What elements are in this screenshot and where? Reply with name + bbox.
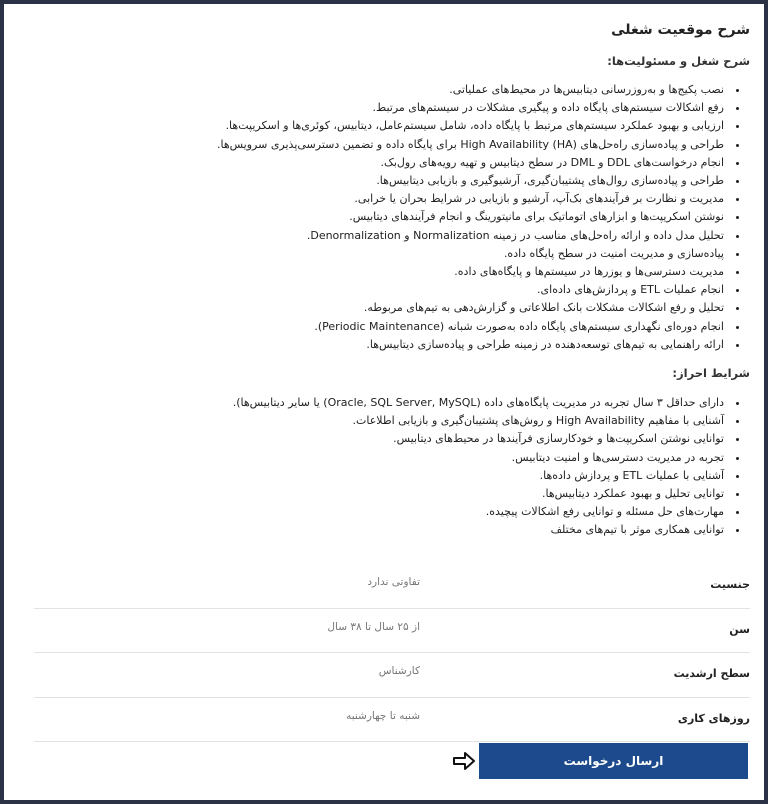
list-item: • انجام درخواست‌های DDL و DML در سطح دیتابیس و تهیه رویه‌های رول‌بک. <box>217 154 726 172</box>
job-description-card <box>4 4 764 800</box>
list-item: • توانایی همکاری موثر با تیم‌های مختلف <box>233 521 726 539</box>
detail-row-seniority <box>34 653 750 698</box>
detail-row-workdays <box>34 698 750 743</box>
list-item: • توانایی تحلیل و بهبود عملکرد دیتابیس‌ها. <box>233 485 726 503</box>
detail-label: جنسیت <box>710 578 750 591</box>
requirements-heading: شرایط احراز: <box>672 366 750 380</box>
list-item: • انجام عملیات ETL و پردازش‌های داده‌ای. <box>217 281 726 299</box>
list-item: • مدیریت و نظارت بر فرآیندهای بک‌آپ، آرشیو و بازیابی در شرایط بحران یا خرابی. <box>217 190 726 208</box>
list-item: • آشنایی با مفاهیم High Availability و روش‌های پشتیبان‌گیری و بازیابی اطلاعات. <box>233 412 726 430</box>
list-item: • تجربه در مدیریت دسترسی‌ها و امنیت دیتابیس. <box>233 449 726 467</box>
detail-value: شنبه تا چهارشنبه <box>346 709 420 722</box>
detail-value: کارشناس <box>378 665 420 677</box>
list-item: • دارای حداقل ۳ سال تجربه در مدیریت پایگاه‌های داده (Oracle, SQL Server, MySQL) یا سایر دیتابیس‌ها). <box>233 394 726 412</box>
list-item: • مدیریت دسترسی‌ها و یوزرها در سیستم‌ها و پایگاه‌های داده. <box>217 263 726 281</box>
detail-row-age <box>34 609 750 654</box>
detail-label: سن <box>729 622 750 636</box>
detail-value: از ۲۵ سال تا ۳۸ سال <box>327 620 420 633</box>
list-item: • رفع اشکالات سیستم‌های پایگاه داده و پیگیری مشکلات در سیستم‌های مرتبط. <box>217 99 726 117</box>
apply-area <box>452 743 748 779</box>
list-item: • آشنایی با عملیات ETL و پردازش داده‌ها. <box>233 467 726 485</box>
list-item: • ارزیابی و بهبود عملکرد سیستم‌های مرتبط با پایگاه داده، شامل سیستم‌عامل، دیتابیس، کوئری‌ها و اسکریپت‌ها. <box>217 117 726 135</box>
list-item: • مهارت‌های حل مسئله و توانایی رفع اشکالات پیچیده. <box>233 503 726 521</box>
page-title: شرح موقعیت شغلی <box>611 22 750 38</box>
detail-row-gender <box>34 564 750 609</box>
requirements-list <box>233 394 740 540</box>
list-item: • تحلیل مدل داده و ارائه راه‌حل‌های مناسب در زمینه Normalization و Denormalization. <box>217 227 726 245</box>
detail-label: سطح ارشدیت <box>673 667 750 680</box>
duties-heading: شرح شغل و مسئولیت‌ها: <box>607 54 750 68</box>
arrow-right-icon <box>452 751 476 771</box>
list-item: • توانایی نوشتن اسکریپت‌ها و خودکارسازی فرآیندها در محیط‌های دیتابیس. <box>233 430 726 448</box>
submit-application-button[interactable]: ارسال درخواست <box>479 743 748 779</box>
list-item: • طراحی و پیاده‌سازی راه‌حل‌های High Availability (HA) برای پایگاه داده و تضمین دسترسی‌پذیری سرویس‌ها. <box>217 136 726 154</box>
job-details <box>34 564 750 742</box>
list-item: • ارائه راهنمایی به تیم‌های توسعه‌دهنده در زمینه طراحی و پیاده‌سازی دیتابیس‌ها. <box>217 336 726 354</box>
duties-list <box>217 81 740 354</box>
list-item: • پیاده‌سازی و مدیریت امنیت در سطح پایگاه داده. <box>217 245 726 263</box>
list-item: • تحلیل و رفع اشکالات مشکلات بانک اطلاعاتی و گزارش‌دهی به تیم‌های مربوطه. <box>217 299 726 317</box>
detail-label: روزهای کاری <box>677 711 750 725</box>
list-item: • انجام دوره‌ای نگهداری سیستم‌های پایگاه داده به‌صورت شبانه (Periodic Maintenance). <box>217 318 726 336</box>
detail-value: تفاوتی ندارد <box>367 576 420 588</box>
list-item: • طراحی و پیاده‌سازی روال‌های پشتیبان‌گیری، آرشیوگیری و بازیابی دیتابیس‌ها. <box>217 172 726 190</box>
list-item: • نصب پکیج‌ها و به‌روزرسانی دیتابیس‌ها در محیط‌های عملیاتی. <box>217 81 726 99</box>
list-item: • نوشتن اسکریپت‌ها و ابزارهای اتوماتیک برای مانیتورینگ و انجام فرآیندهای دیتابیس. <box>217 208 726 226</box>
